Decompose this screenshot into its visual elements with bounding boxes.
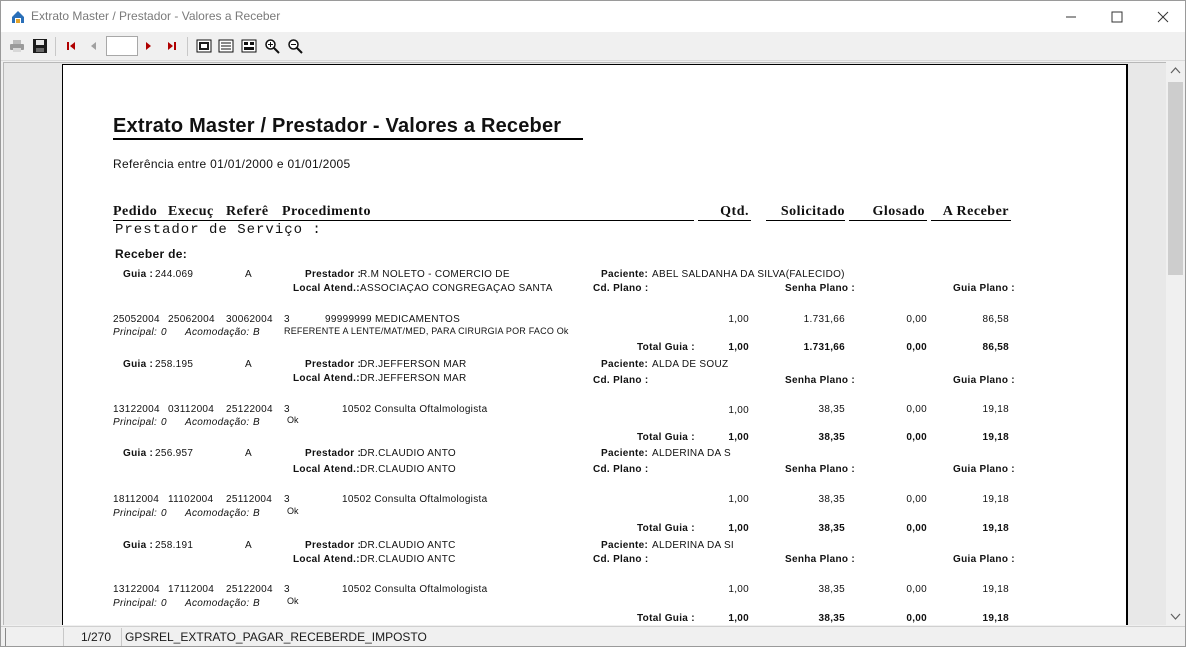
next-page-button[interactable] bbox=[140, 37, 158, 55]
referencia-date: 25122004 bbox=[226, 404, 273, 415]
senha-plano-label: Senha Plano : bbox=[785, 283, 856, 294]
zoom-out-button[interactable] bbox=[286, 37, 304, 55]
total-guia-label: Total Guia : bbox=[637, 613, 695, 624]
guia-number: 258.191 bbox=[155, 540, 194, 551]
report-viewport[interactable] bbox=[3, 62, 1166, 625]
header-rule bbox=[849, 220, 927, 221]
col-glosado: Glosado bbox=[872, 204, 925, 219]
paciente-name: ALDA DE SOUZ bbox=[652, 359, 729, 370]
total-guia-label: Total Guia : bbox=[637, 342, 695, 353]
procedimento-desc: 10502 Consulta Oftalmologista bbox=[342, 404, 488, 415]
page-counter: 1/270 bbox=[63, 628, 121, 646]
window-title: Extrato Master / Prestador - Valores a Receber bbox=[31, 9, 281, 23]
zoom-out-icon bbox=[287, 38, 303, 54]
maximize-icon bbox=[1111, 11, 1123, 23]
total-qtd: 1,00 bbox=[728, 613, 749, 624]
referencia-date: 30062004 bbox=[226, 314, 273, 325]
local-atend-label: Local Atend.: bbox=[293, 464, 360, 475]
paciente-name: ALDERINA DA SI bbox=[652, 540, 735, 551]
title-bar bbox=[1, 1, 1185, 32]
guia-type: A bbox=[245, 269, 252, 280]
referencia-date: 25122004 bbox=[226, 584, 273, 595]
item-number: 3 bbox=[284, 314, 290, 325]
title-underline bbox=[113, 138, 583, 140]
page-width-icon bbox=[196, 38, 212, 54]
report-name: GPSREL_EXTRATO_PAGAR_RECEBERDE_IMPOSTO bbox=[121, 628, 721, 646]
full-page-icon bbox=[218, 38, 234, 54]
full-page-button[interactable] bbox=[217, 37, 235, 55]
zoom-in-button[interactable] bbox=[263, 37, 281, 55]
close-button[interactable] bbox=[1140, 1, 1186, 32]
glosado-value: 0,00 bbox=[906, 494, 927, 505]
principal-value: 0 bbox=[161, 417, 167, 428]
reference-period: Referência entre 01/01/2000 e 01/01/2005 bbox=[113, 157, 351, 171]
guia-plano-label: Guia Plano : bbox=[953, 464, 1015, 475]
cd-plano-label: Cd. Plano : bbox=[593, 554, 649, 565]
prestador-name: DR.CLAUDIO ANTO bbox=[360, 448, 456, 459]
solicitado-value: 38,35 bbox=[818, 584, 845, 595]
first-page-icon bbox=[65, 40, 77, 52]
guia-type: A bbox=[245, 448, 252, 459]
solicitado-value: 1.731,66 bbox=[803, 314, 845, 325]
total-solicitado: 38,35 bbox=[818, 523, 845, 534]
guia-plano-label: Guia Plano : bbox=[953, 554, 1015, 565]
item-number: 3 bbox=[284, 494, 290, 505]
vertical-scrollbar[interactable] bbox=[1167, 62, 1184, 625]
principal-label: Principal: bbox=[113, 508, 158, 519]
prestador-name: DR.JEFFERSON MAR bbox=[360, 359, 467, 370]
local-atend-label: Local Atend.: bbox=[293, 554, 360, 565]
col-procedimento: Procedimento bbox=[282, 204, 371, 219]
procedimento-note: Ok bbox=[287, 596, 299, 606]
prestador-name: R.M NOLETO - COMERCIO DE bbox=[360, 269, 510, 280]
maximize-button[interactable] bbox=[1094, 1, 1140, 32]
last-page-icon bbox=[166, 40, 178, 52]
toolbar-separator bbox=[187, 37, 188, 56]
total-solicitado: 38,35 bbox=[818, 613, 845, 624]
local-atend-value: ASSOCIAÇAO CONGREGAÇAO SANTA bbox=[360, 283, 553, 294]
local-atend-value: DR.JEFFERSON MAR bbox=[360, 373, 467, 384]
acomodacao-value: B bbox=[253, 417, 260, 428]
report-page bbox=[62, 64, 1128, 625]
guia-label: Guia : bbox=[123, 359, 154, 370]
procedimento-desc: 10502 Consulta Oftalmologista bbox=[342, 584, 488, 595]
prestador-label: Prestador : bbox=[305, 269, 362, 280]
col-referencia: Referê bbox=[226, 204, 269, 219]
col-pedido: Pedido bbox=[113, 204, 158, 219]
status-cell bbox=[5, 628, 63, 646]
total-a-receber: 19,18 bbox=[982, 432, 1009, 443]
procedimento-note: Ok bbox=[287, 415, 299, 425]
principal-label: Principal: bbox=[113, 417, 158, 428]
guia-label: Guia : bbox=[123, 448, 154, 459]
guia-plano-label: Guia Plano : bbox=[953, 283, 1015, 294]
section-title: Prestador de Serviço : bbox=[115, 222, 322, 238]
header-rule bbox=[931, 220, 1011, 221]
referencia-date: 25112004 bbox=[226, 494, 273, 505]
a-receber-value: 19,18 bbox=[982, 494, 1009, 505]
solicitado-value: 38,35 bbox=[818, 494, 845, 505]
total-guia-label: Total Guia : bbox=[637, 432, 695, 443]
paciente-label: Paciente: bbox=[601, 448, 649, 459]
acomodacao-value: B bbox=[253, 327, 260, 338]
cd-plano-label: Cd. Plano : bbox=[593, 464, 649, 475]
execucao-date: 03112004 bbox=[168, 404, 215, 415]
principal-value: 0 bbox=[161, 508, 167, 519]
total-a-receber: 19,18 bbox=[982, 613, 1009, 624]
principal-value: 0 bbox=[161, 598, 167, 609]
pedido-date: 13122004 bbox=[113, 584, 160, 595]
previous-page-icon bbox=[87, 40, 99, 52]
previous-page-button[interactable] bbox=[84, 37, 102, 55]
paciente-label: Paciente: bbox=[601, 359, 649, 370]
paciente-label: Paciente: bbox=[601, 269, 649, 280]
total-solicitado: 38,35 bbox=[818, 432, 845, 443]
execucao-date: 11102004 bbox=[168, 494, 214, 505]
cd-plano-label: Cd. Plano : bbox=[593, 375, 649, 386]
acomodacao-label: Acomodação: bbox=[185, 508, 250, 519]
qtd-value: 1,00 bbox=[728, 494, 749, 505]
pedido-date: 13122004 bbox=[113, 404, 160, 415]
col-execucao: Execuç bbox=[168, 204, 214, 219]
acomodacao-value: B bbox=[253, 598, 260, 609]
header-rule bbox=[113, 220, 694, 221]
col-solicitado: Solicitado bbox=[780, 204, 845, 219]
procedimento-desc: 99999999 MEDICAMENTOS bbox=[325, 314, 461, 325]
toolbar-separator bbox=[55, 37, 56, 56]
col-qtd: Qtd. bbox=[720, 204, 749, 219]
glosado-value: 0,00 bbox=[906, 404, 927, 415]
pedido-date: 25052004 bbox=[113, 314, 160, 325]
qtd-value: 1,00 bbox=[728, 314, 749, 325]
senha-plano-label: Senha Plano : bbox=[785, 464, 856, 475]
preview-toolbar bbox=[1, 32, 1185, 61]
save-button[interactable] bbox=[31, 37, 49, 55]
local-atend-value: DR.CLAUDIO ANTO bbox=[360, 464, 456, 475]
guia-type: A bbox=[245, 540, 252, 551]
guia-label: Guia : bbox=[123, 269, 154, 280]
page-width-button[interactable] bbox=[195, 37, 213, 55]
header-rule bbox=[698, 220, 751, 221]
total-guia-label: Total Guia : bbox=[637, 523, 695, 534]
total-glosado: 0,00 bbox=[906, 432, 927, 443]
guia-plano-label: Guia Plano : bbox=[953, 375, 1015, 386]
zoom-in-icon bbox=[264, 38, 280, 54]
status-bar bbox=[1, 626, 1185, 646]
prestador-label: Prestador : bbox=[305, 359, 362, 370]
guia-number: 244.069 bbox=[155, 269, 194, 280]
senha-plano-label: Senha Plano : bbox=[785, 375, 856, 386]
paciente-name: ABEL SALDANHA DA SILVA(FALECIDO) bbox=[652, 269, 845, 280]
scroll-up-icon[interactable] bbox=[1167, 62, 1184, 79]
receber-de-label: Receber de: bbox=[115, 247, 187, 261]
close-icon bbox=[1157, 11, 1169, 23]
total-glosado: 0,00 bbox=[906, 523, 927, 534]
a-receber-value: 19,18 bbox=[982, 584, 1009, 595]
total-qtd: 1,00 bbox=[728, 432, 749, 443]
acomodacao-label: Acomodação: bbox=[185, 598, 250, 609]
guia-number: 256.957 bbox=[155, 448, 194, 459]
qtd-value: 1,00 bbox=[728, 584, 749, 595]
total-qtd: 1,00 bbox=[728, 523, 749, 534]
acomodacao-value: B bbox=[253, 508, 260, 519]
multi-page-button[interactable] bbox=[240, 37, 258, 55]
prestador-label: Prestador : bbox=[305, 540, 362, 551]
senha-plano-label: Senha Plano : bbox=[785, 554, 856, 565]
guia-type: A bbox=[245, 359, 252, 370]
total-glosado: 0,00 bbox=[906, 613, 927, 624]
qtd-value: 1,00 bbox=[728, 405, 749, 416]
save-icon bbox=[32, 38, 48, 54]
item-number: 3 bbox=[284, 404, 290, 415]
paciente-name: ALDERINA DA S bbox=[652, 448, 731, 459]
total-glosado: 0,00 bbox=[906, 342, 927, 353]
procedimento-note: REFERENTE A LENTE/MAT/MED, PARA CIRURGIA POR FACO Ok bbox=[284, 326, 569, 336]
next-page-icon bbox=[143, 40, 155, 52]
local-atend-label: Local Atend.: bbox=[293, 373, 360, 384]
acomodacao-label: Acomodação: bbox=[185, 327, 250, 338]
first-page-button[interactable] bbox=[62, 37, 80, 55]
solicitado-value: 38,35 bbox=[818, 404, 845, 415]
report-title: Extrato Master / Prestador - Valores a Receber bbox=[113, 115, 562, 137]
prestador-label: Prestador : bbox=[305, 448, 362, 459]
paciente-label: Paciente: bbox=[601, 540, 649, 551]
prestador-name: DR.CLAUDIO ANTC bbox=[360, 540, 456, 551]
pedido-date: 18112004 bbox=[113, 494, 160, 505]
last-page-button[interactable] bbox=[163, 37, 181, 55]
col-a-receber: A Receber bbox=[942, 204, 1009, 219]
header-rule bbox=[766, 220, 845, 221]
principal-label: Principal: bbox=[113, 598, 158, 609]
print-button[interactable] bbox=[8, 37, 26, 55]
total-qtd: 1,00 bbox=[728, 342, 749, 353]
a-receber-value: 19,18 bbox=[982, 404, 1009, 415]
app-icon bbox=[10, 9, 26, 25]
print-icon bbox=[9, 38, 25, 54]
execucao-date: 25062004 bbox=[168, 314, 215, 325]
cd-plano-label: Cd. Plano : bbox=[593, 283, 649, 294]
total-a-receber: 19,18 bbox=[982, 523, 1009, 534]
minimize-button[interactable] bbox=[1048, 1, 1094, 32]
guia-label: Guia : bbox=[123, 540, 154, 551]
execucao-date: 17112004 bbox=[168, 584, 215, 595]
principal-label: Principal: bbox=[113, 327, 158, 338]
multi-page-icon bbox=[241, 38, 257, 54]
item-number: 3 bbox=[284, 584, 290, 595]
acomodacao-label: Acomodação: bbox=[185, 417, 250, 428]
page-number-input[interactable] bbox=[106, 36, 138, 56]
principal-value: 0 bbox=[161, 327, 167, 338]
total-a-receber: 86,58 bbox=[982, 342, 1009, 353]
procedimento-desc: 10502 Consulta Oftalmologista bbox=[342, 494, 488, 505]
local-atend-value: DR.CLAUDIO ANTC bbox=[360, 554, 456, 565]
scroll-down-icon[interactable] bbox=[1167, 608, 1184, 625]
local-atend-label: Local Atend.: bbox=[293, 283, 360, 294]
procedimento-note: Ok bbox=[287, 506, 299, 516]
total-solicitado: 1.731,66 bbox=[803, 342, 845, 353]
guia-number: 258.195 bbox=[155, 359, 194, 370]
glosado-value: 0,00 bbox=[906, 314, 927, 325]
glosado-value: 0,00 bbox=[906, 584, 927, 595]
minimize-icon bbox=[1065, 11, 1077, 23]
a-receber-value: 86,58 bbox=[982, 314, 1009, 325]
scrollbar-thumb[interactable] bbox=[1168, 82, 1183, 275]
